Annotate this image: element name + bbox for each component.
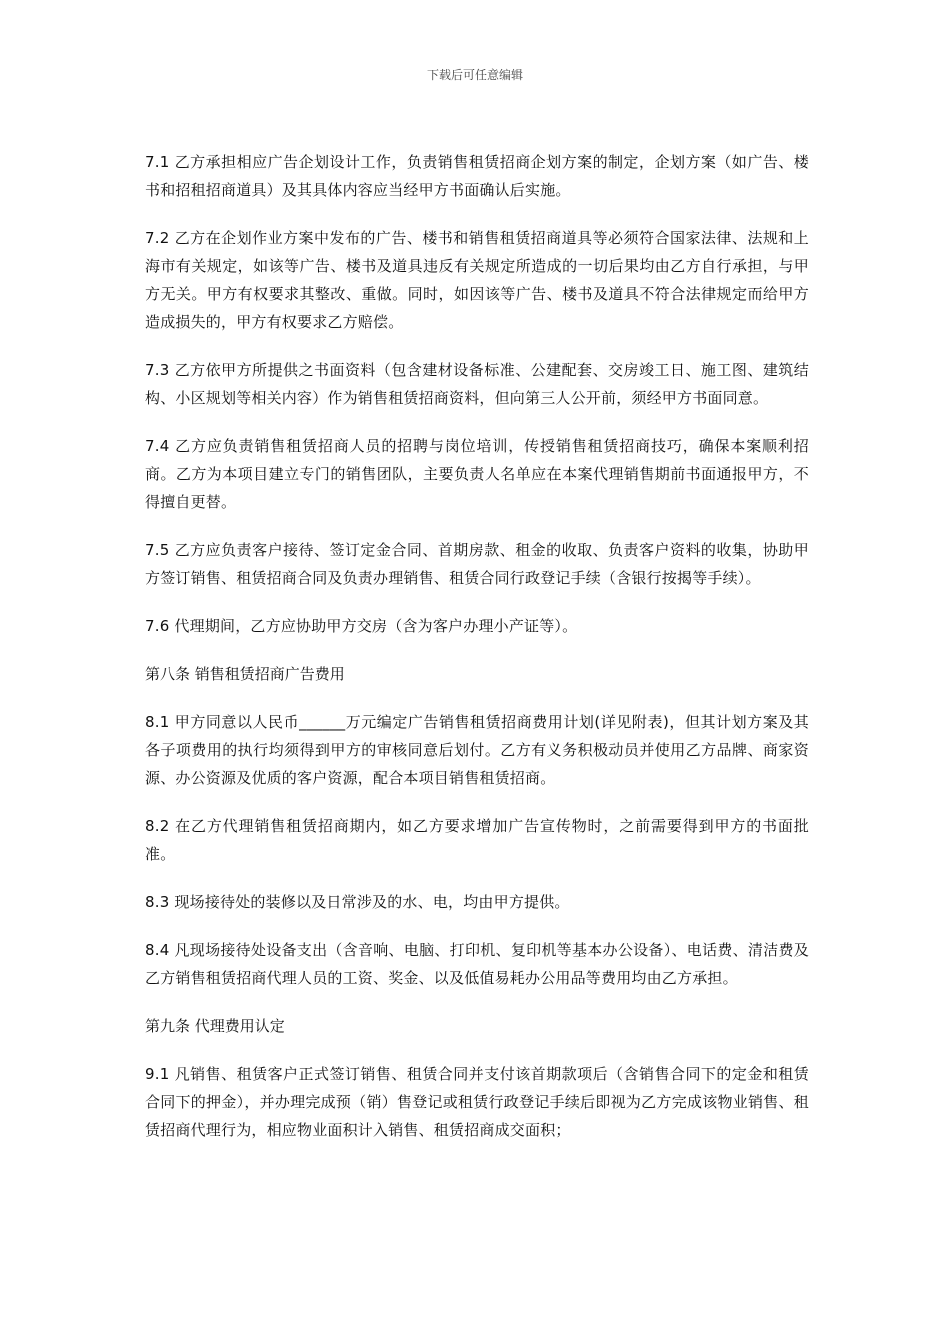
clause-8-2: 8.2 在乙方代理销售租赁招商期内，如乙方要求增加广告宣传物时，之前需要得到甲方的书面批准。 [145,817,809,863]
clause-7-4: 7.4 乙方应负责销售租赁招商人员的招聘与岗位培训，传授销售租赁招商技巧，确保本案顺利招商。乙方为本项目建立专门的销售团队，主要负责人名单应在本案代理销售期前书面通报甲方，不得擅自更替。 [145,437,809,511]
article-8-heading: 第八条 销售租赁招商广告费用 [145,665,345,683]
clause-7-2: 7.2 乙方在企划作业方案中发布的广告、楼书和销售租赁招商道具等必须符合国家法律、法规和上海市有关规定，如该等广告、楼书及道具违反有关规定所造成的一切后果均由乙方自行承担，与甲方无关。甲方有权要求其整改、重做。同时，如因该等广告、楼书及道具不符合法律规定而给甲方造成损失的，甲方有权要求乙方赔偿。 [145,229,809,331]
clause-7-3: 7.3 乙方依甲方所提供之书面资料（包含建材设备标准、公建配套、交房竣工日、施工图、建筑结构、小区规划等相关内容）作为销售租赁招商资料，但向第三人公开前，须经甲方书面同意。 [145,361,809,407]
document-body [145,148,809,1164]
page-header: 下载后可任意编辑 [426,68,523,82]
clause-7-6: 7.6 代理期间，乙方应协助甲方交房（含为客户办理小产证等）。 [145,617,578,635]
clause-8-3: 8.3 现场接待处的装修以及日常涉及的水、电，均由甲方提供。 [145,893,570,911]
clause-8-4: 8.4 凡现场接待处设备支出（含音响、电脑、打印机、复印机等基本办公设备）、电话费、清洁费及乙方销售租赁招商代理人员的工资、奖金、以及低值易耗办公用品等费用均由乙方承担。 [145,941,809,987]
clause-8-1: 8.1 甲方同意以人民币______万元编定广告销售租赁招商费用计划(详见附表)，但其计划方案及其各子项费用的执行均须得到甲方的审核同意后划付。乙方有义务积极动员并使用乙方品牌、商家资源、办公资源及优质的客户资源，配合本项目销售租赁招商。 [145,713,809,787]
clause-9-1: 9.1 凡销售、租赁客户正式签订销售、租赁合同并支付该首期款项后（含销售合同下的定金和租赁合同下的押金），并办理完成预（销）售登记或租赁行政登记手续后即视为乙方完成该物业销售、租赁招商代理行为，相应物业面积计入销售、租赁招商成交面积； [145,1065,809,1139]
article-9-heading: 第九条 代理费用认定 [145,1017,285,1035]
clause-7-5: 7.5 乙方应负责客户接待、签订定金合同、首期房款、租金的收取、负责客户资料的收集，协助甲方签订销售、租赁招商合同及负责办理销售、租赁合同行政登记手续（含银行按揭等手续）。 [145,541,809,587]
clause-7-1: 7.1 乙方承担相应广告企划设计工作，负责销售租赁招商企划方案的制定，企划方案（如广告、楼书和招租招商道具）及其具体内容应当经甲方书面确认后实施。 [145,153,809,199]
